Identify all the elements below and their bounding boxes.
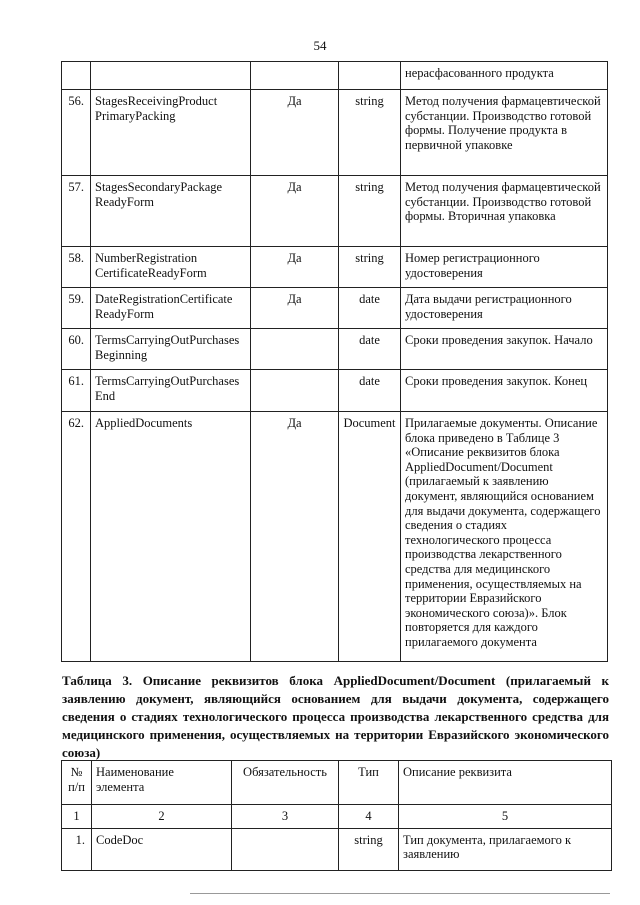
row-number: 61.	[62, 370, 91, 412]
type-cell: string	[339, 176, 401, 247]
required-cell	[251, 329, 339, 370]
row-number: 58.	[62, 247, 91, 288]
table-row	[62, 828, 612, 870]
header-num: № п/п	[62, 761, 92, 805]
column-number: 4	[339, 805, 399, 829]
description-cell: Прилагаемые документы. Описание блока приведено в Таблице 3 «Описание реквизитов блока AppliedDocument/Document (прилагаемый к заявлению документ, являющийся основанием для выдачи документа, содержащего сведения о стадиях технологического процесса производства лекарственного средства для медицинского применения, осуществляемых на территории Евразийского экономического союза)». Блок повторяется для каждого прилагаемого документа	[401, 412, 608, 662]
requisites-table-continued	[61, 61, 608, 662]
required-cell: Да	[251, 176, 339, 247]
table-row	[62, 176, 608, 247]
description-cell: нерасфасованного продукта	[401, 62, 608, 90]
column-number-row	[62, 805, 612, 829]
header-type: Тип	[339, 761, 399, 805]
required-cell: Да	[251, 288, 339, 329]
column-number: 3	[232, 805, 339, 829]
element-name: CodeDoc	[92, 828, 232, 870]
required-cell: Да	[251, 247, 339, 288]
type-cell: date	[339, 370, 401, 412]
required-cell: Да	[251, 412, 339, 662]
required-cell	[232, 828, 339, 870]
column-number: 1	[62, 805, 92, 829]
row-number: 56.	[62, 90, 91, 176]
description-cell: Номер регистрационного удостоверения	[401, 247, 608, 288]
type-cell: string	[339, 90, 401, 176]
table-row	[62, 412, 608, 662]
page-number: 54	[313, 38, 327, 53]
row-number: 57.	[62, 176, 91, 247]
header-description: Описание реквизита	[399, 761, 612, 805]
element-name: NumberRegistration CertificateReadyForm	[91, 247, 251, 288]
requisites-table-3	[61, 760, 612, 871]
table-row	[62, 329, 608, 370]
header-name: Наименование элемента	[92, 761, 232, 805]
table-caption: Таблица 3. Описание реквизитов блока AppliedDocument/Document (прилагаемый к заявлению документ, являющийся основанием для выдачи документа, содержащего сведения о стадиях технологического процесса производства лекарственного средства для медицинского применения, осуществляемых на территории Евразийского экономического союза)	[62, 673, 609, 760]
element-name: AppliedDocuments	[91, 412, 251, 662]
element-name: TermsCarryingOutPurchases End	[91, 370, 251, 412]
description-cell: Дата выдачи регистрационного удостоверения	[401, 288, 608, 329]
row-number: 59.	[62, 288, 91, 329]
type-cell: date	[339, 288, 401, 329]
page-bottom-edge	[190, 893, 610, 894]
table-row	[62, 370, 608, 412]
element-name: DateRegistrationCertificate ReadyForm	[91, 288, 251, 329]
column-number: 5	[399, 805, 612, 829]
required-cell	[251, 370, 339, 412]
required-cell: Да	[251, 90, 339, 176]
table-row	[62, 62, 608, 90]
element-name: TermsCarryingOutPurchases Beginning	[91, 329, 251, 370]
column-number: 2	[92, 805, 232, 829]
description-cell: Тип документа, прилагаемого к заявлению	[399, 828, 612, 870]
description-cell: Сроки проведения закупок. Конец	[401, 370, 608, 412]
table-header-row	[62, 761, 612, 805]
table-row	[62, 90, 608, 176]
header-required: Обязательность	[232, 761, 339, 805]
type-cell: string	[339, 247, 401, 288]
element-name: StagesReceivingProduct PrimaryPacking	[91, 90, 251, 176]
description-cell: Метод получения фармацевтической субстанции. Производство готовой формы. Получение продукта в первичной упаковке	[401, 90, 608, 176]
row-number: 1.	[62, 828, 92, 870]
type-cell: string	[339, 828, 399, 870]
type-cell: Document	[339, 412, 401, 662]
row-number: 60.	[62, 329, 91, 370]
table-row	[62, 247, 608, 288]
element-name: StagesSecondaryPackage ReadyForm	[91, 176, 251, 247]
row-number: 62.	[62, 412, 91, 662]
description-cell: Сроки проведения закупок. Начало	[401, 329, 608, 370]
description-cell: Метод получения фармацевтической субстанции. Производство готовой формы. Вторичная упаковка	[401, 176, 608, 247]
type-cell: date	[339, 329, 401, 370]
table-row	[62, 288, 608, 329]
